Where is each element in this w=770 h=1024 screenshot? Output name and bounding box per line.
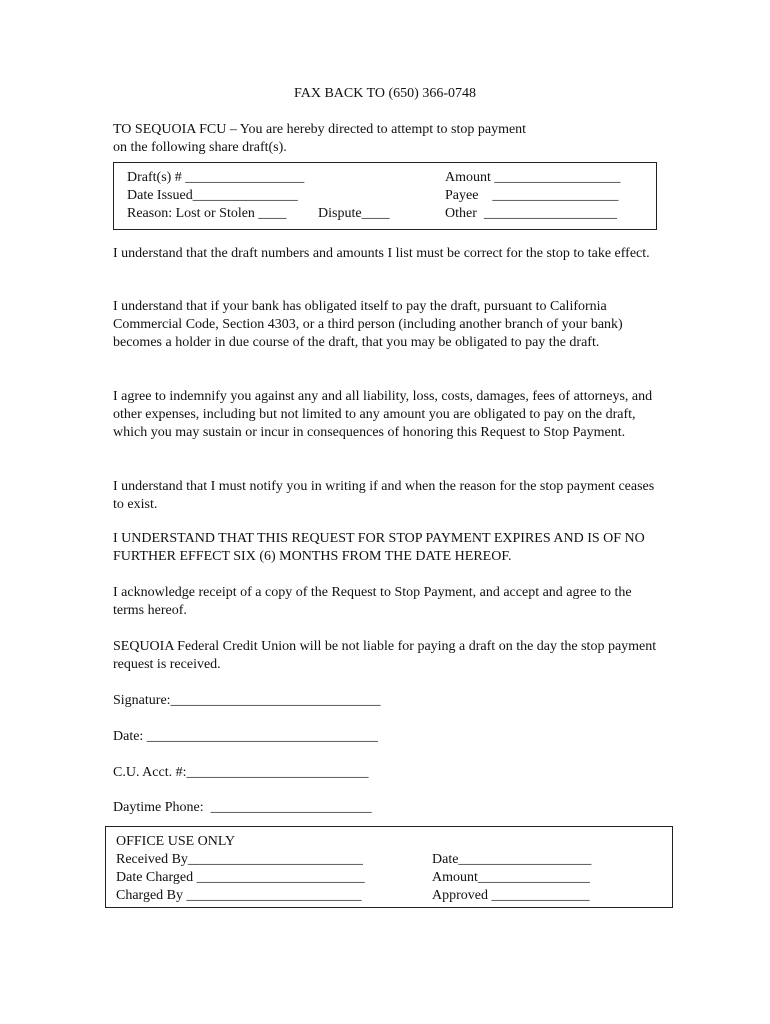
other-field[interactable]: Other ___________________ [445,206,617,221]
office-use-heading: OFFICE USE ONLY [116,834,236,849]
account-number-field[interactable]: C.U. Acct. #:__________________________ [113,765,369,780]
charged-by-field[interactable]: Charged By _________________________ [116,888,362,903]
intro-line-1: TO SEQUOIA FCU – You are hereby directed to attempt to stop payment [113,122,527,137]
office-amount-field[interactable]: Amount________________ [432,870,590,885]
received-by-field[interactable]: Received By_________________________ [116,852,363,867]
office-date-field[interactable]: Date___________________ [432,852,592,867]
paragraph-acknowledge: I acknowledge receipt of a copy of the Request to Stop Payment, and accept and agree to the terms hereof. [113,585,632,618]
paragraph-indemnify: I agree to indemnify you against any and all liability, loss, costs, damages, fees of attorneys, and other expenses, including but not limited to any amount you are obligated to pay on the draft, which you may sustain or incur in consequences of honoring this Request to Stop Payment. [113,389,653,440]
paragraph-bank-obligation: I understand that if your bank has obligated itself to pay the draft, pursuant to California Commercial Code, Section 4303, or a third person (including another branch of your bank) becomes a holder in due course of the draft, that you may be obligated to pay the draft. [113,299,623,350]
amount-field[interactable]: Amount __________________ [445,170,621,185]
office-use-box [105,826,673,908]
reason-dispute-field[interactable]: Dispute____ [318,206,390,221]
signature-field[interactable]: Signature:______________________________ [113,693,381,708]
draft-details-box [113,162,657,230]
paragraph-notify: I understand that I must notify you in writing if and when the reason for the stop payment ceases to exist. [113,479,655,512]
drafts-number-field[interactable]: Draft(s) # _________________ [127,170,305,185]
paragraph-expiration: I UNDERSTAND THAT THIS REQUEST FOR STOP PAYMENT EXPIRES AND IS OF NO FURTHER EFFECT SIX (6) MONTHS FROM THE DATE HEREOF. [113,531,645,564]
fax-back-title: FAX BACK TO (650) 366-0748 [293,86,476,101]
date-field[interactable]: Date: _________________________________ [113,729,378,744]
date-issued-field[interactable]: Date Issued_______________ [127,188,298,203]
payee-field[interactable]: Payee __________________ [445,188,619,203]
intro-line-2: on the following share draft(s). [113,140,287,155]
daytime-phone-field[interactable]: Daytime Phone: _______________________ [113,800,372,815]
approved-field[interactable]: Approved ______________ [432,888,590,903]
paragraph-draft-numbers: I understand that the draft numbers and amounts I list must be correct for the stop to take effect. [113,246,650,261]
reason-lost-stolen-field[interactable]: Reason: Lost or Stolen ____ [127,206,287,221]
paragraph-liability: SEQUOIA Federal Credit Union will be not liable for paying a draft on the day the stop payment request is received. [113,639,657,672]
date-charged-field[interactable]: Date Charged ________________________ [116,870,365,885]
